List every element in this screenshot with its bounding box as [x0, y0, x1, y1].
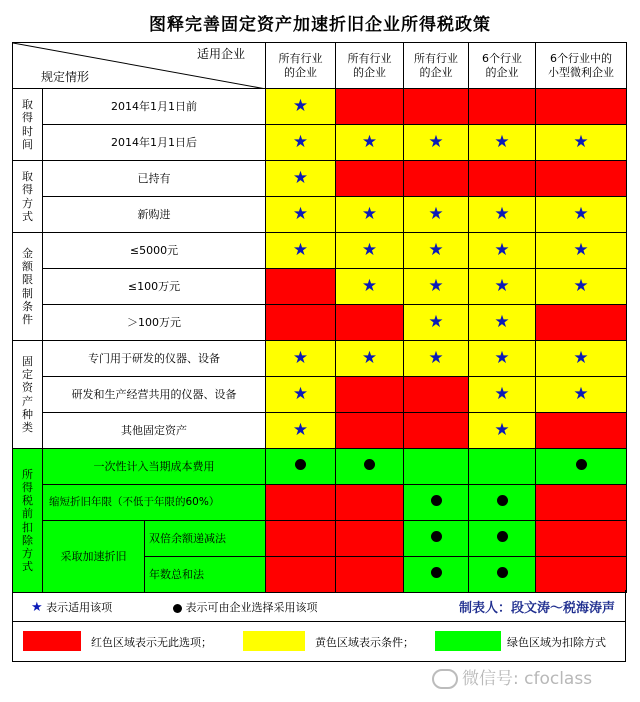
policy-cell [536, 161, 627, 197]
table-row [13, 305, 627, 341]
policy-cell [266, 485, 336, 521]
legend-dot [173, 599, 318, 615]
policy-cell [536, 377, 627, 413]
category-amount_limit: 金 额 限 制 条 件 [13, 233, 43, 341]
row-label: 双倍余额递减法 [145, 521, 266, 557]
dot-icon [497, 531, 508, 542]
symbol-legend [12, 590, 626, 622]
star-icon: ★ [292, 240, 309, 261]
green-swatch [435, 631, 501, 651]
policy-cell [266, 413, 336, 449]
policy-cell [336, 305, 404, 341]
policy-table [12, 42, 627, 593]
row-label: 专门用于研发的仪器、设备 [43, 341, 266, 377]
star-icon: ★ [361, 276, 378, 297]
category-acq_method: 取 得 方 式 [13, 161, 43, 233]
policy-cell [536, 341, 627, 377]
policy-cell [266, 161, 336, 197]
legend-dot-text: 表示可由企业选择采用该项 [185, 601, 318, 614]
star-icon: ★ [428, 312, 444, 333]
dot-icon [431, 495, 442, 506]
policy-cell [469, 377, 536, 413]
star-icon: ★ [573, 204, 589, 225]
policy-cell [266, 341, 336, 377]
star-icon: ★ [292, 384, 309, 405]
red-legend-text: 红色区域表示无此选项； [91, 636, 212, 649]
dot-icon [295, 459, 306, 470]
policy-cell [266, 125, 336, 161]
legend-star [31, 599, 112, 615]
row-label: ≤100万元 [43, 269, 266, 305]
star-icon: ★ [494, 240, 510, 261]
policy-cell [266, 269, 336, 305]
policy-cell [536, 269, 627, 305]
star-icon: ★ [428, 348, 444, 369]
table-row [13, 377, 627, 413]
policy-cell [336, 413, 404, 449]
policy-cell [469, 557, 536, 593]
policy-cell [336, 161, 404, 197]
policy-cell [469, 521, 536, 557]
policy-cell [469, 449, 536, 485]
row-label: 新购进 [43, 197, 266, 233]
policy-cell [469, 341, 536, 377]
watermark-text: 微信号: cfoclass [462, 669, 593, 689]
policy-cell [536, 485, 627, 521]
policy-cell [469, 305, 536, 341]
star-icon: ★ [573, 276, 589, 297]
policy-cell [536, 233, 627, 269]
dot-icon [364, 459, 375, 470]
table-row [13, 485, 627, 521]
policy-cell [336, 449, 404, 485]
yellow-legend-text: 黄色区域表示条件； [315, 636, 414, 649]
category-acq_time: 取 得 时 间 [13, 89, 43, 161]
row-label: 已持有 [43, 161, 266, 197]
policy-cell [336, 485, 404, 521]
row-label: 研发和生产经营共用的仪器、设备 [43, 377, 266, 413]
legend-star-text: 表示适用该项 [46, 601, 113, 614]
column-header: 所有行业 的企业 [336, 43, 404, 89]
row-label: 缩短折旧年限（不低于年限的60%） [43, 485, 266, 521]
policy-cell [536, 413, 627, 449]
policy-cell [266, 377, 336, 413]
policy-cell [404, 521, 469, 557]
column-header: 所有行业 的企业 [404, 43, 469, 89]
yellow-swatch [243, 631, 305, 651]
star-icon: ★ [31, 600, 43, 615]
row-label: 一次性计入当期成本费用 [43, 449, 266, 485]
watermark [432, 664, 592, 689]
star-icon: ★ [494, 348, 510, 369]
policy-cell [404, 413, 469, 449]
star-icon: ★ [573, 132, 589, 153]
policy-cell [266, 557, 336, 593]
row-label: 2014年1月1日后 [43, 125, 266, 161]
row-label: ＞100万元 [43, 305, 266, 341]
policy-cell [469, 89, 536, 125]
star-icon: ★ [494, 204, 510, 225]
policy-cell [336, 269, 404, 305]
star-icon: ★ [292, 348, 309, 369]
star-icon: ★ [494, 312, 510, 333]
star-icon: ★ [428, 276, 444, 297]
policy-cell [536, 197, 627, 233]
column-header: 6个行业 的企业 [469, 43, 536, 89]
policy-cell [536, 521, 627, 557]
policy-cell [469, 233, 536, 269]
star-icon: ★ [573, 384, 589, 405]
color-legend [12, 622, 626, 662]
policy-cell [336, 125, 404, 161]
star-icon: ★ [573, 348, 589, 369]
star-icon: ★ [428, 240, 444, 261]
table-row [13, 89, 627, 125]
column-header: 6个行业中的 小型微利企业 [536, 43, 627, 89]
table-row [13, 197, 627, 233]
table-row [13, 341, 627, 377]
red-swatch [23, 631, 81, 651]
star-icon: ★ [494, 384, 510, 405]
dot-icon [576, 459, 587, 470]
policy-cell [404, 341, 469, 377]
policy-cell [336, 341, 404, 377]
star-icon: ★ [428, 204, 444, 225]
star-icon: ★ [361, 348, 378, 369]
table-row [13, 161, 627, 197]
page-title: 图释完善固定资产加速折旧企业所得税政策 [149, 15, 491, 35]
star-icon: ★ [494, 276, 510, 297]
policy-cell [404, 557, 469, 593]
policy-cell [404, 161, 469, 197]
star-icon: ★ [292, 168, 309, 189]
policy-cell [536, 449, 627, 485]
row-label: 其他固定资产 [43, 413, 266, 449]
policy-cell [469, 269, 536, 305]
policy-cell [404, 269, 469, 305]
table-row [13, 233, 627, 269]
policy-cell [536, 557, 627, 593]
policy-cell [404, 449, 469, 485]
row-label: 2014年1月1日前 [43, 89, 266, 125]
policy-cell [404, 89, 469, 125]
policy-cell [536, 89, 627, 125]
policy-cell [404, 485, 469, 521]
policy-cell [469, 161, 536, 197]
header-stipulated-situation: 规定情形 [41, 69, 90, 84]
row-label: ≤5000元 [43, 233, 266, 269]
policy-cell [336, 233, 404, 269]
star-icon: ★ [361, 204, 378, 225]
star-icon: ★ [361, 240, 378, 261]
category-asset_type: 固 定 资 产 种 类 [13, 341, 43, 449]
star-icon: ★ [573, 240, 589, 261]
star-icon: ★ [494, 420, 510, 441]
star-icon: ★ [292, 204, 309, 225]
policy-cell [469, 485, 536, 521]
policy-cell [266, 449, 336, 485]
dot-icon [431, 531, 442, 542]
policy-cell [404, 125, 469, 161]
policy-cell [536, 305, 627, 341]
wechat-icon [432, 669, 458, 689]
star-icon: ★ [292, 420, 309, 441]
dot-icon [173, 604, 182, 613]
policy-cell [266, 233, 336, 269]
policy-cell [336, 197, 404, 233]
policy-cell [266, 305, 336, 341]
category-deduction: 所 得 税 前 扣 除 方 式 [13, 449, 43, 593]
table-row [13, 521, 627, 557]
row-label: 年数总和法 [145, 557, 266, 593]
star-icon: ★ [428, 132, 444, 153]
star-icon: ★ [292, 96, 309, 117]
star-icon: ★ [361, 132, 378, 153]
policy-cell [404, 197, 469, 233]
policy-cell [336, 521, 404, 557]
policy-cell [404, 305, 469, 341]
policy-cell [336, 557, 404, 593]
policy-cell [336, 377, 404, 413]
policy-cell [336, 89, 404, 125]
table-row [13, 269, 627, 305]
policy-cell [266, 521, 336, 557]
policy-cell [469, 197, 536, 233]
header-diagonal-cell [13, 43, 266, 89]
policy-cell [469, 125, 536, 161]
column-header: 所有行业 的企业 [266, 43, 336, 89]
policy-cell [266, 89, 336, 125]
star-icon: ★ [292, 132, 309, 153]
header-applicable-enterprise: 适用企业 [197, 47, 246, 61]
dot-icon [497, 567, 508, 578]
sub-category-accel: 采取加速折旧 [43, 521, 145, 593]
table-row [13, 413, 627, 449]
policy-cell [266, 197, 336, 233]
table-row [13, 125, 627, 161]
policy-cell [536, 125, 627, 161]
author-credit: 制表人：段文涛～税海涛声 [458, 601, 615, 616]
policy-cell [469, 413, 536, 449]
dot-icon [431, 567, 442, 578]
dot-icon [497, 495, 508, 506]
policy-cell [404, 233, 469, 269]
green-legend-text: 绿色区域为扣除方式 [507, 636, 606, 649]
policy-cell [404, 377, 469, 413]
table-row [13, 449, 627, 485]
star-icon: ★ [494, 132, 510, 153]
